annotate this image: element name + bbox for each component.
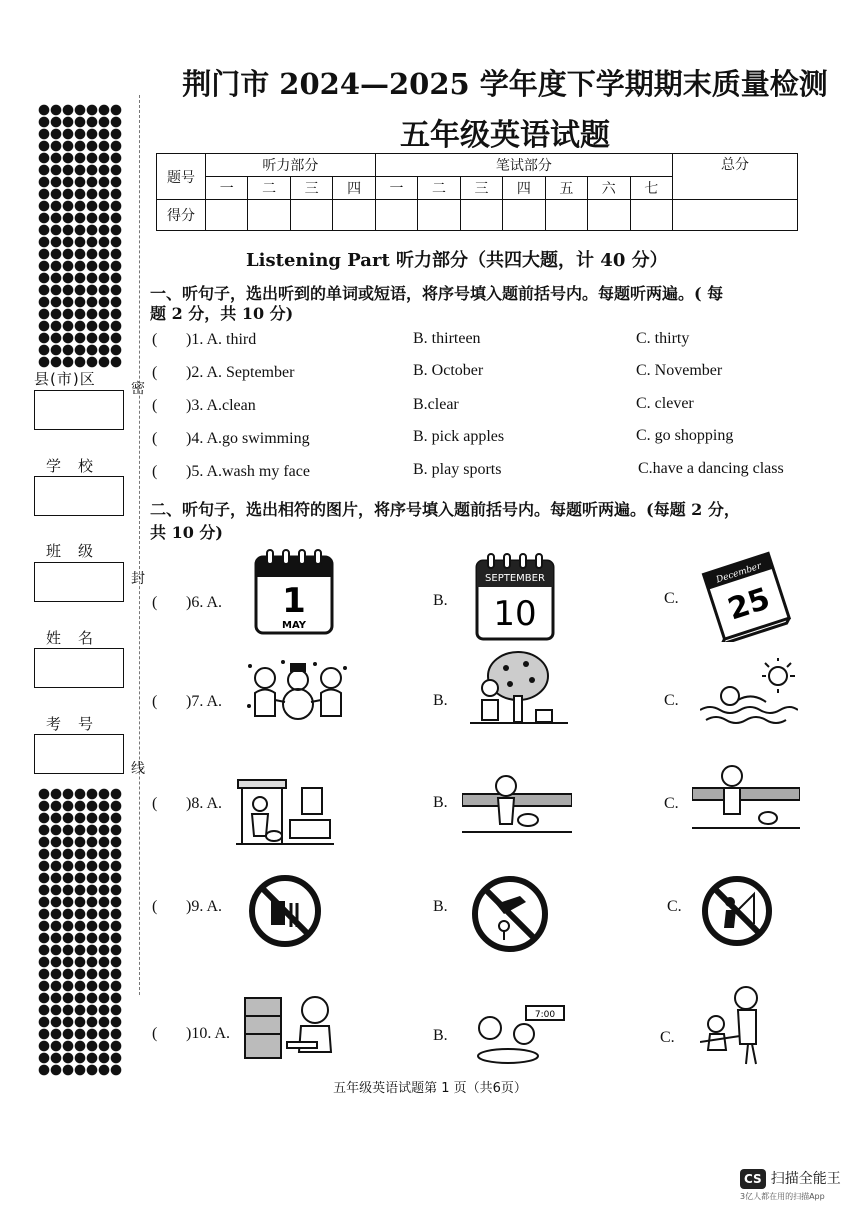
walking-dog-picture bbox=[462, 766, 572, 840]
score-cell[interactable] bbox=[248, 200, 290, 231]
dancing-class-picture bbox=[700, 984, 774, 1066]
q10-label-b: B. bbox=[433, 1027, 448, 1044]
writing-num: 五 bbox=[545, 177, 587, 200]
clock-time: 7:00 bbox=[534, 1010, 556, 1020]
q1-option-a: )1. A. third bbox=[186, 331, 257, 348]
writing-num: 三 bbox=[460, 177, 502, 200]
binding-dots-top bbox=[38, 104, 122, 368]
answer-paren[interactable]: ( bbox=[152, 594, 158, 611]
answer-paren[interactable]: ( bbox=[152, 331, 158, 348]
score-cell[interactable] bbox=[333, 200, 375, 231]
dinner-clock-picture bbox=[474, 1004, 566, 1066]
no-food-sign-icon bbox=[247, 873, 323, 949]
answer-paren[interactable]: ( bbox=[152, 430, 158, 447]
q5-option-c: C.have a dancing class bbox=[638, 460, 784, 477]
school-field[interactable] bbox=[34, 476, 124, 516]
cal-c-month: December bbox=[715, 561, 763, 586]
seal-char-feng: 封 bbox=[131, 571, 145, 587]
q4-option-a: )4. A.go swimming bbox=[186, 430, 310, 447]
class-label: 班 级 bbox=[46, 542, 95, 560]
q2-option-c: C. November bbox=[636, 362, 723, 379]
q9-label-c: C. bbox=[667, 898, 682, 915]
q4-option-b: B. pick apples bbox=[413, 428, 505, 445]
q7-label-b: B. bbox=[433, 692, 448, 709]
name-label: 姓 名 bbox=[46, 629, 95, 647]
q6-label-a: )6. A. bbox=[186, 594, 222, 611]
row-label-score: 得分 bbox=[157, 200, 206, 231]
q6-label-b: B. bbox=[433, 592, 448, 609]
answer-paren[interactable]: ( bbox=[152, 1025, 158, 1042]
seal-char-mi: 密 bbox=[131, 381, 145, 397]
q3-option-c: C. clever bbox=[636, 395, 694, 412]
listening-num: 四 bbox=[333, 177, 375, 200]
q6-label-c: C. bbox=[664, 590, 679, 607]
q10-label-c: C. bbox=[660, 1029, 675, 1046]
county-field[interactable] bbox=[34, 390, 124, 430]
page-footer: 五年级英语试题第 1 页（共6页） bbox=[333, 1081, 527, 1096]
total-score-cell[interactable] bbox=[673, 200, 798, 231]
swimming-picture bbox=[700, 658, 798, 730]
score-cell[interactable] bbox=[460, 200, 502, 231]
binding-dots-bottom bbox=[38, 788, 122, 1076]
q9-label-a: )9. A. bbox=[186, 898, 222, 915]
cal-b-day: 10 bbox=[493, 594, 537, 634]
total-header-cell: 总分 bbox=[673, 154, 798, 200]
q8-label-c: C. bbox=[664, 795, 679, 812]
no-fishing-sign-icon bbox=[700, 874, 774, 948]
cal-a-month: MAY bbox=[282, 620, 306, 631]
score-cell[interactable] bbox=[206, 200, 248, 231]
part2-instruction-line1: 二、听句子，选出相符的图片，将序号填入题前括号内。每题听两遍。(每题 2 分， bbox=[150, 500, 740, 519]
listening-header-cell: 听力部分 bbox=[206, 154, 376, 177]
exam-subtitle: 五年级英语试题 bbox=[400, 118, 610, 153]
listening-num: 三 bbox=[290, 177, 332, 200]
writing-num: 四 bbox=[503, 177, 545, 200]
answer-paren[interactable]: ( bbox=[152, 898, 158, 915]
seal-char-xian: 线 bbox=[131, 761, 145, 777]
writing-num: 二 bbox=[418, 177, 460, 200]
answer-paren[interactable]: ( bbox=[152, 693, 158, 710]
q7-label-c: C. bbox=[664, 692, 679, 709]
q5-option-a: )5. A.wash my face bbox=[186, 463, 310, 480]
calendar-dec-25-picture bbox=[700, 548, 794, 642]
q1-option-c: C. thirty bbox=[636, 330, 690, 347]
answer-paren[interactable]: ( bbox=[152, 795, 158, 812]
part2-instruction-line2: 共 10 分) bbox=[150, 523, 223, 542]
q9-label-b: B. bbox=[433, 898, 448, 915]
name-field[interactable] bbox=[34, 648, 124, 688]
q8-label-b: B. bbox=[433, 794, 448, 811]
library-reading-picture bbox=[243, 994, 349, 1062]
seal-line bbox=[139, 95, 140, 995]
camscanner-watermark bbox=[740, 1168, 841, 1202]
score-cell[interactable] bbox=[290, 200, 332, 231]
listening-part-header: Listening Part 听力部分（共四大题，计 40 分） bbox=[246, 250, 668, 271]
row-label-question: 题号 bbox=[157, 154, 206, 200]
snowman-kids-picture bbox=[245, 658, 351, 726]
county-label: 县(市)区 bbox=[34, 370, 96, 388]
exam-title: 荆门市 2024—2025 学年度下学期期末质量检测 bbox=[182, 67, 828, 101]
calendar-may-1-picture bbox=[253, 549, 335, 635]
cal-a-day: 1 bbox=[282, 581, 306, 621]
q2-option-b: B. October bbox=[413, 362, 484, 379]
cal-b-month: SEPTEMBER bbox=[485, 573, 545, 584]
q3-option-b: B.clear bbox=[413, 396, 459, 413]
no-picking-flowers-sign-icon bbox=[470, 874, 550, 954]
picking-apples-picture bbox=[470, 650, 568, 728]
listening-num: 二 bbox=[248, 177, 290, 200]
score-cell[interactable] bbox=[375, 200, 417, 231]
kid-with-dog-picture bbox=[692, 762, 800, 832]
part1-instruction-line1: 一、听句子，选出听到的单词或短语，将序号填入题前括号内。每题听两遍。( 每 bbox=[150, 284, 724, 303]
camscanner-subtitle: 3亿人都在用的扫描App bbox=[740, 1192, 825, 1201]
score-table bbox=[156, 153, 798, 231]
score-cell[interactable] bbox=[503, 200, 545, 231]
camscanner-logo-icon: CS bbox=[740, 1169, 766, 1189]
score-cell[interactable] bbox=[630, 200, 672, 231]
q4-option-c: C. go shopping bbox=[636, 427, 734, 444]
writing-num: 一 bbox=[375, 177, 417, 200]
answer-paren[interactable]: ( bbox=[152, 463, 158, 480]
q5-option-b: B. play sports bbox=[413, 461, 502, 478]
part1-instruction-line2: 题 2 分，共 10 分) bbox=[150, 304, 294, 323]
q3-option-a: )3. A.clean bbox=[186, 397, 256, 414]
answer-paren[interactable]: ( bbox=[152, 364, 158, 381]
answer-paren[interactable]: ( bbox=[152, 397, 158, 414]
score-cell[interactable] bbox=[588, 200, 630, 231]
q7-label-a: )7. A. bbox=[186, 693, 222, 710]
writing-num: 七 bbox=[630, 177, 672, 200]
q8-label-a: )8. A. bbox=[186, 795, 222, 812]
writing-num: 六 bbox=[588, 177, 630, 200]
calendar-sep-10-picture bbox=[474, 553, 556, 641]
q1-option-b: B. thirteen bbox=[413, 330, 481, 347]
score-cell[interactable] bbox=[545, 200, 587, 231]
q10-label-a: )10. A. bbox=[186, 1025, 230, 1042]
camscanner-name: 扫描全能王 bbox=[770, 1171, 841, 1187]
writing-header-cell: 笔试部分 bbox=[375, 154, 672, 177]
exam-no-field[interactable] bbox=[34, 734, 124, 774]
cal-c-day: 25 bbox=[723, 581, 775, 628]
q2-option-a: )2. A. September bbox=[186, 364, 295, 381]
shop-with-dog-picture bbox=[236, 770, 334, 848]
school-label: 学 校 bbox=[46, 457, 95, 475]
class-field[interactable] bbox=[34, 562, 124, 602]
listening-num: 一 bbox=[206, 177, 248, 200]
exam-no-label: 考 号 bbox=[46, 715, 95, 733]
score-cell[interactable] bbox=[418, 200, 460, 231]
